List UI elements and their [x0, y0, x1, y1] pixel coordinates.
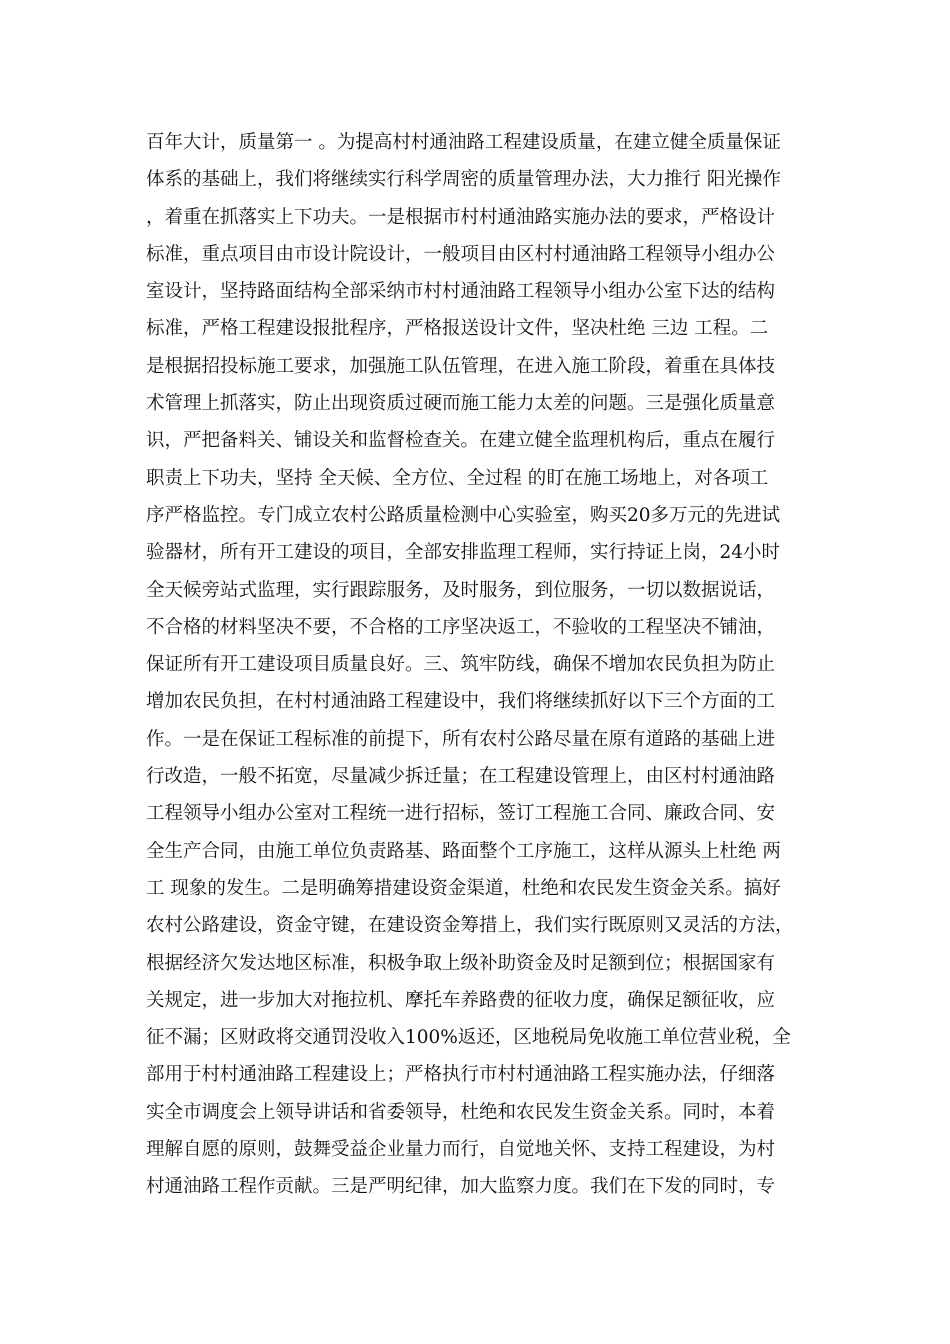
text-line: 标准，重点项目由市设计院设计，一般项目由区村村通油路工程领导小组办公: [146, 243, 776, 265]
text-line: 不合格的材料坚决不要，不合格的工序坚决返工，不验收的工程坚决不铺油，: [146, 616, 776, 638]
text-line: 室设计，坚持路面结构全部采纳市村村通油路工程领导小组办公室下达的结构: [146, 281, 776, 303]
text-line: 标准，严格工程建设报批程序，严格报送设计文件，坚决杜绝 三边 工程。二: [146, 318, 769, 340]
text-line: 工程领导小组办公室对工程统一进行招标，签订工程施工合同、廉政合同、安: [146, 803, 776, 825]
text-line: 保证所有开工建设项目质量良好。三、筑牢防线，确保不增加农民负担为防止: [146, 654, 776, 676]
text-line: 术管理上抓落实，防止出现资质过硬而施工能力太差的问题。三是强化质量意: [146, 393, 776, 415]
text-line: 验器材，所有开工建设的项目，全部安排监理工程师，实行持证上岗，24小时: [146, 542, 781, 564]
text-line: 工 现象的发生。二是明确筹措建设资金渠道，杜绝和农民发生资金关系。搞好: [146, 877, 781, 899]
text-line: 征不漏；区财政将交通罚没收入100%返还，区地税局免收施工单位营业税，全: [146, 1027, 791, 1049]
text-line: 识，严把备料关、铺设关和监督检查关。在建立健全监理机构后，重点在履行: [146, 430, 776, 452]
text-line: 百年大计，质量第一 。为提高村村通油路工程建设质量，在建立健全质量保证: [146, 132, 781, 153]
text-line: 农村公路建设，资金守键，在建设资金筹措上，我们实行既原则又灵活的方法，: [146, 915, 794, 937]
text-line: 行改造，一般不拓宽，尽量减少拆迁量；在工程建设管理上，由区村村通油路: [146, 766, 776, 788]
text-line: 实全市调度会上领导讲话和省委领导，杜绝和农民发生资金关系。同时，本着: [146, 1101, 776, 1123]
text-line: 增加农民负担，在村村通油路工程建设中，我们将继续抓好以下三个方面的工: [146, 691, 776, 713]
text-line: 序严格监控。专门成立农村公路质量检测中心实验室，购买20多万元的先进试: [146, 504, 781, 526]
text-line: 关规定，进一步加大对拖拉机、摩托车养路费的征收力度，确保足额征收，应: [146, 989, 776, 1011]
text-line: 职责上下功夫，坚持 全天候、全方位、全过程 的盯在施工场地上，对各项工: [146, 467, 769, 489]
text-line: 全天候旁站式监理，实行跟踪服务，及时服务，到位服务，一切以数据说话，: [146, 579, 776, 601]
text-line: 村通油路工程作贡献。三是严明纪律，加大监察力度。我们在下发的同时，专: [146, 1176, 776, 1198]
body-text: [146, 124, 811, 1206]
text-line: 全生产合同，由施工单位负责路基、路面整个工序施工，这样从源头上杜绝 两: [146, 840, 781, 862]
text-line: 体系的基础上，我们将继续实行科学周密的质量管理办法，大力推行 阳光操作: [146, 169, 781, 191]
text-line: 作。一是在保证工程标准的前提下，所有农村公路尽量在原有道路的基础上进: [146, 728, 776, 750]
text-line: 是根据招投标施工要求，加强施工队伍管理，在进入施工阶段，着重在具体技: [146, 355, 776, 377]
text-line: 理解自愿的原则，鼓舞受益企业量力而行，自觉地关怀、支持工程建设，为村: [146, 1139, 776, 1161]
text-line: 根据经济欠发达地区标准，积极争取上级补助资金及时足额到位；根据国家有: [146, 952, 776, 974]
text-line: ，着重在抓落实上下功夫。一是根据市村村通油路实施办法的要求，严格设计: [146, 206, 776, 228]
text-line: 部用于村村通油路工程建设上；严格执行市村村通油路工程实施办法，仔细落: [146, 1064, 776, 1086]
